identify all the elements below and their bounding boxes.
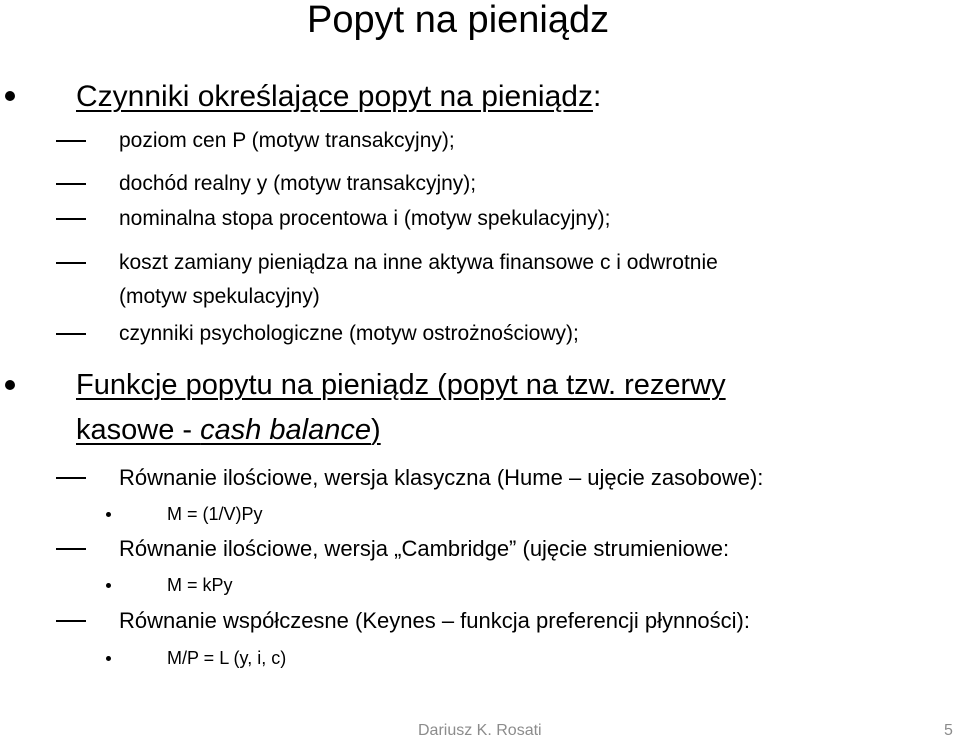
list-item: dochód realny y (motyw transakcyjny);	[119, 172, 477, 195]
heading-suffix: )	[371, 414, 381, 446]
footer-author: Dariusz K. Rosati	[418, 722, 542, 739]
list-item: nominalna stopa procentowa i (motyw spekulacyjny);	[119, 207, 611, 230]
page-number: 5	[944, 722, 953, 739]
bullet-dot-small	[106, 656, 111, 661]
heading-prefix: kasowe -	[76, 414, 201, 446]
section-heading-factors	[76, 79, 601, 115]
list-item-continuation: (motyw spekulacyjny)	[119, 285, 320, 308]
dash-bullet	[56, 183, 86, 185]
equation-item: Równanie współczesne (Keynes – funkcja preferencji płynności):	[119, 608, 750, 633]
equation-formula: M = (1/V)Py	[167, 504, 263, 524]
section-heading-text: Funkcje popytu na pieniądz (popyt na tzw. rezerwy	[76, 369, 726, 401]
dash-bullet	[56, 218, 86, 220]
dash-bullet	[56, 620, 86, 622]
dash-bullet	[56, 262, 86, 264]
bullet-dot	[5, 91, 15, 101]
dash-bullet	[56, 140, 86, 142]
dash-bullet	[56, 333, 86, 335]
heading-italic-term: cash balance	[200, 414, 372, 446]
bullet-dot-small	[106, 583, 111, 588]
section-heading-colon: :	[592, 80, 602, 113]
section-heading-text: Czynniki określające popyt na pieniądz	[76, 80, 593, 113]
list-item: poziom cen P (motyw transakcyjny);	[119, 129, 455, 152]
list-item: koszt zamiany pieniądza na inne aktywa finansowe c i odwrotnie	[119, 251, 718, 274]
equation-formula: M/P = L (y, i, c)	[167, 648, 287, 668]
dash-bullet	[56, 477, 86, 479]
slide-title: Popyt na pieniądz	[307, 0, 610, 41]
bullet-dot-small	[106, 512, 111, 517]
section-heading-text	[76, 414, 381, 446]
equation-formula: M = kPy	[167, 575, 233, 595]
dash-bullet	[56, 548, 86, 550]
list-item: czynniki psychologiczne (motyw ostrożnościowy);	[119, 322, 579, 345]
bullet-dot	[5, 380, 15, 390]
equation-item: Równanie ilościowe, wersja klasyczna (Hume – ujęcie zasobowe):	[119, 465, 764, 490]
section-heading-functions-line2	[76, 411, 381, 449]
section-heading-functions-line1	[76, 366, 726, 404]
equation-item: Równanie ilościowe, wersja „Cambridge” (ujęcie strumieniowe:	[119, 536, 730, 561]
